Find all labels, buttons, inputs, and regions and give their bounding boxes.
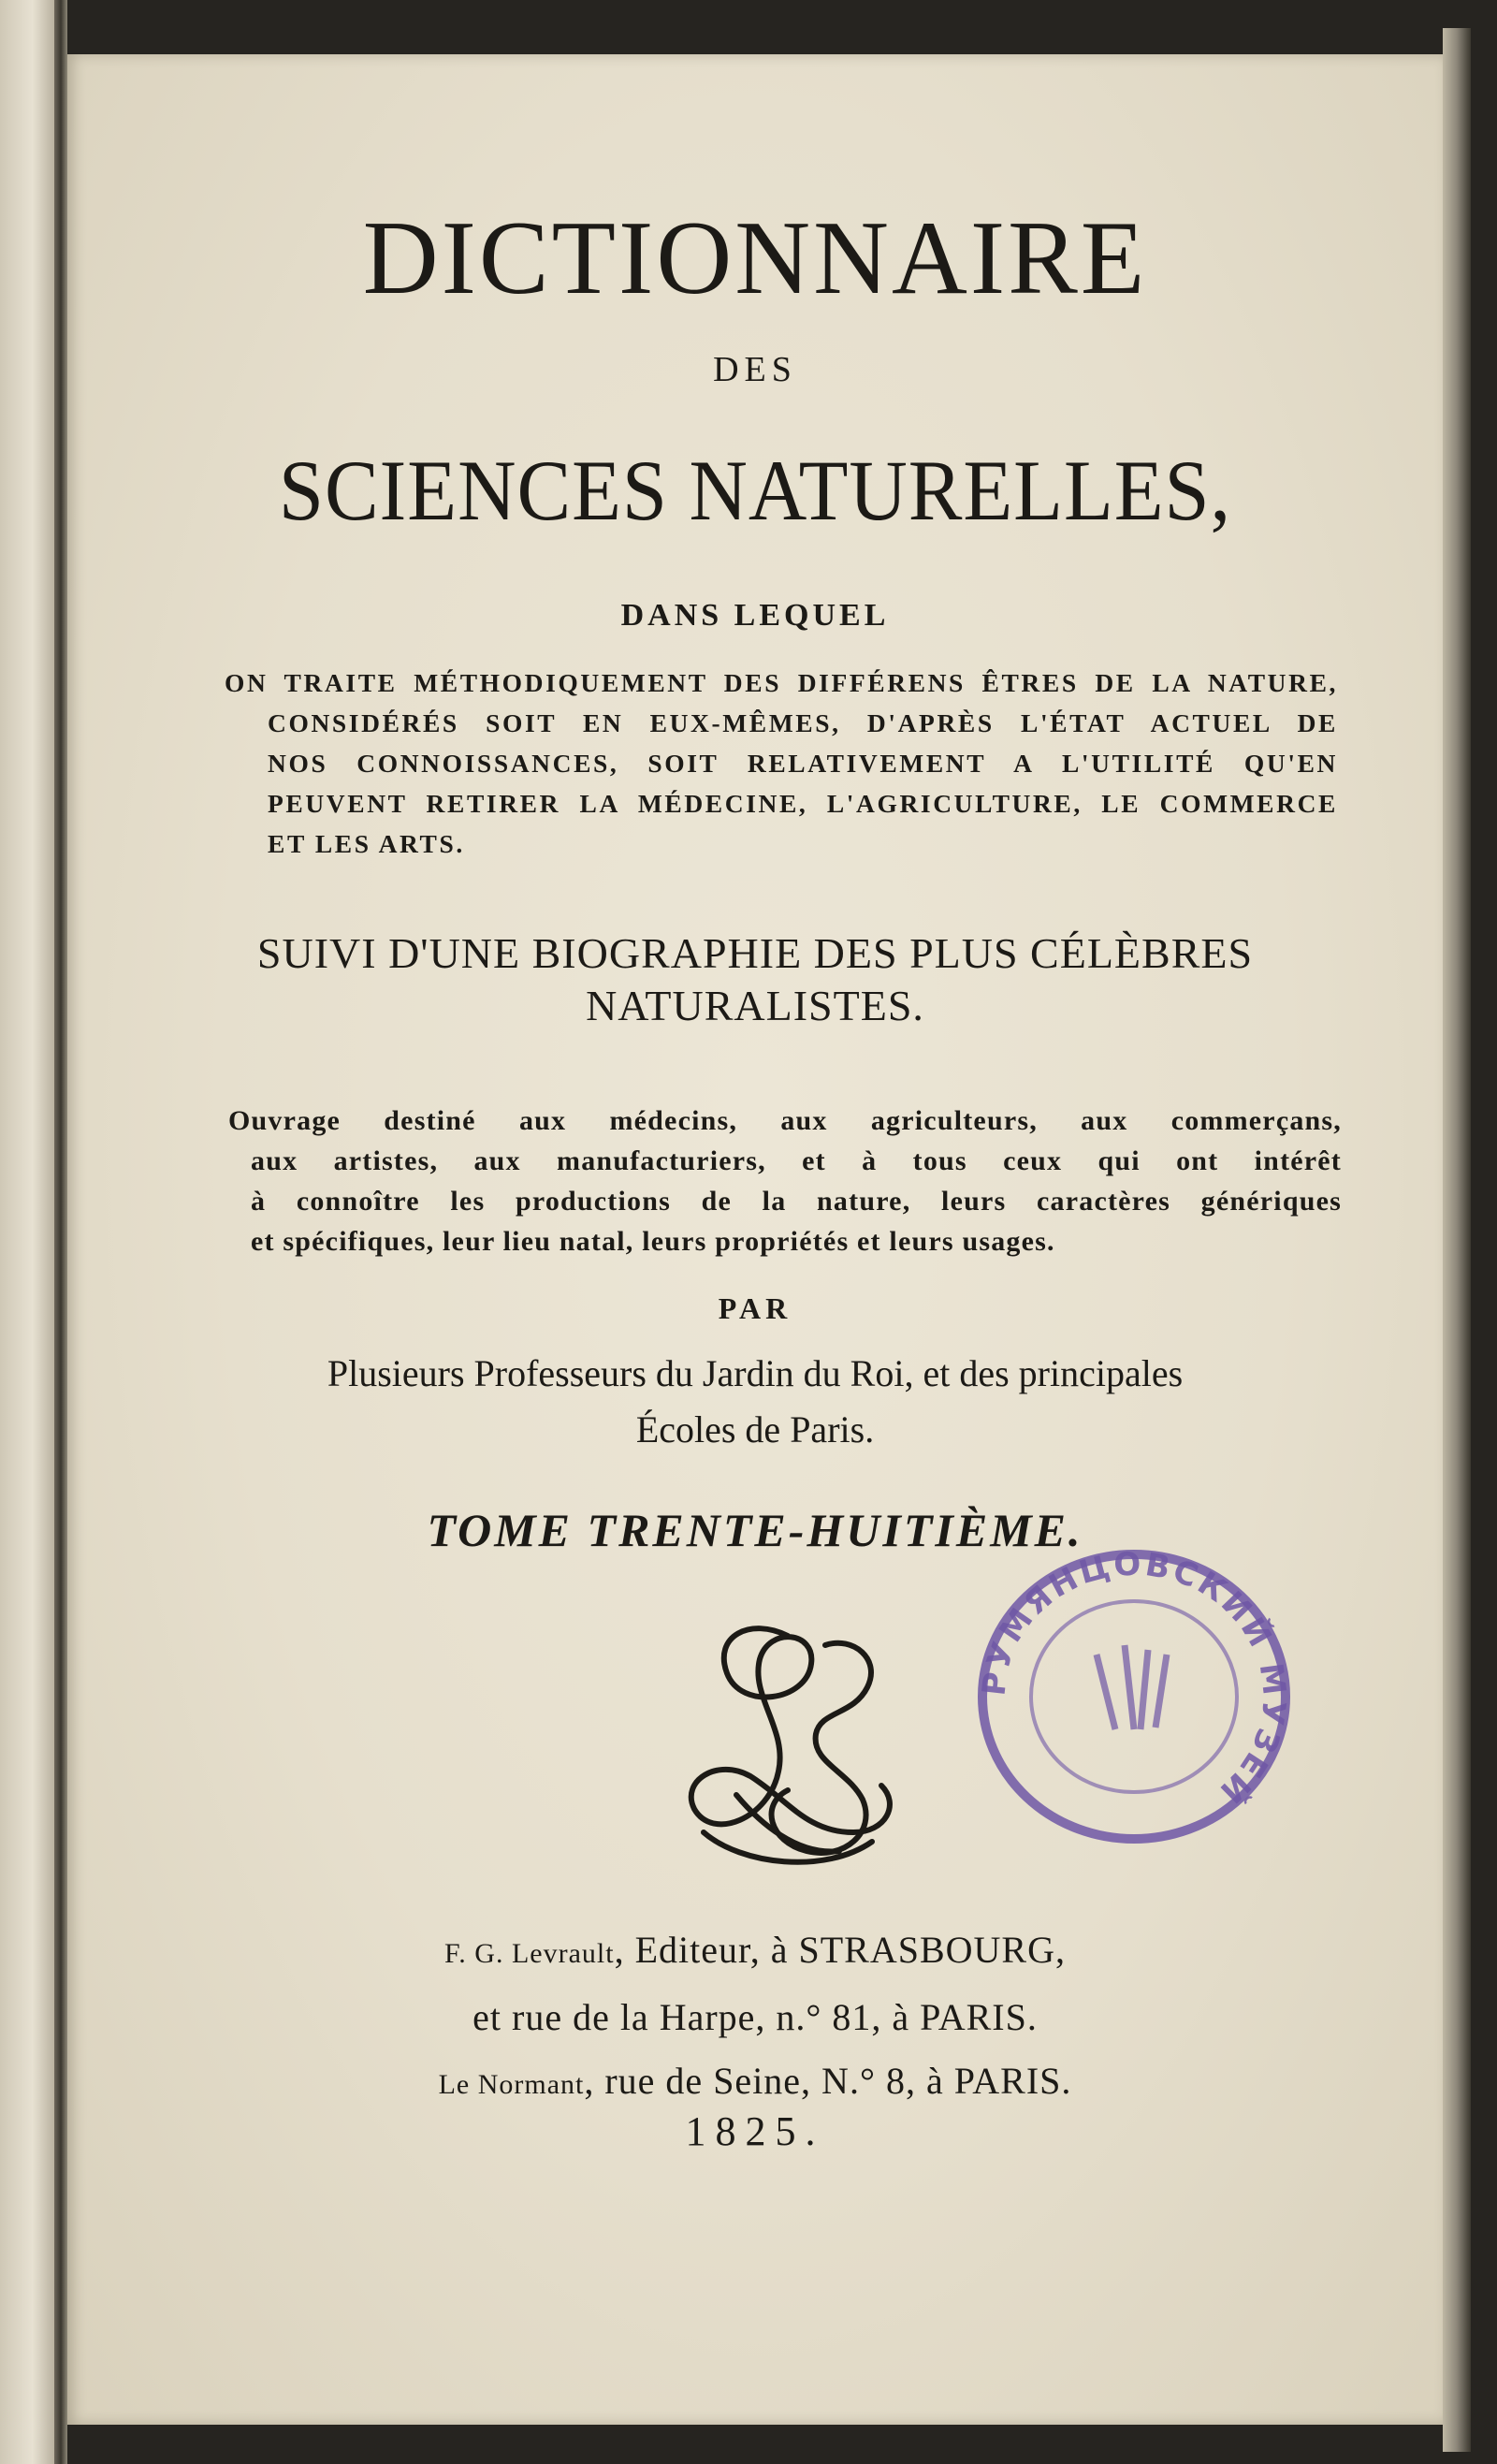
bookseller-name: Le Normant — [438, 2069, 585, 2100]
publication-year: 1825. — [685, 2108, 825, 2154]
ouvrage-line: et spécifiques, leur lieu natal, leurs propriétés et leurs usages. — [251, 1226, 1055, 1257]
par-label: PAR — [718, 1291, 792, 1325]
book-gutter — [54, 0, 67, 2464]
imprint-line-1 — [67, 1918, 1443, 1986]
authors-line: Plusieurs Professeurs du Jardin du Roi, et des principales — [327, 1352, 1184, 1394]
ouvrage-block — [228, 1101, 1342, 1261]
suivi-line: NATURALISTES. — [586, 982, 924, 1029]
title-des: DES — [713, 350, 797, 389]
description-line: ON TRAITE MÉTHODIQUEMENT DES DIFFÉRENS ÊTRES DE LA NATURE, — [225, 668, 1338, 697]
stamp-text: РУМЯНЦОВСКИЙ МУЗЕЙ — [975, 1545, 1294, 1813]
ouvrage-line: aux artistes, aux manufacturiers, et à tous ceux qui ont intérêt — [251, 1145, 1342, 1176]
description-line: NOS CONNOISSANCES, SOIT RELATIVEMENT A L'UTILITÉ QU'EN — [268, 749, 1338, 778]
bookseller-location: , rue de Seine, N.° 8, à PARIS. — [584, 2060, 1072, 2102]
imprint-block — [67, 1918, 1443, 2117]
book-title: DICTIONNAIRE — [362, 200, 1148, 316]
description-line: PEUVENT RETIRER LA MÉDECINE, L'AGRICULTURE, LE COMMERCE — [268, 789, 1338, 818]
publisher-location: , Editeur, à STRASBOURG, — [614, 1929, 1066, 1971]
authors-line: Écoles de Paris. — [635, 1408, 875, 1451]
book-subject: SCIENCES NATURELLES, — [278, 443, 1232, 538]
volume-label: TOME TRENTE-HUITIÈME. — [427, 1504, 1083, 1556]
description-block — [225, 663, 1338, 864]
suivi-line: SUIVI D'UNE BIOGRAPHIE DES PLUS CÉLÈBRES — [256, 929, 1254, 977]
dans-lequel: DANS LEQUEL — [620, 598, 890, 633]
publisher-name: F. G. Levrault — [444, 1938, 615, 1969]
library-stamp — [956, 1524, 1312, 1870]
svg-text:РУМЯНЦОВСКИЙ МУЗЕЙ — [975, 1546, 1293, 1814]
left-page-edge — [0, 0, 54, 2464]
imprint-line-3 — [67, 2049, 1443, 2117]
description-line: ET LES ARTS. — [268, 829, 465, 858]
imprint-line-2: et rue de la Harpe, n.° 81, à PARIS. — [472, 1996, 1038, 2038]
ls-monogram-ornament — [647, 1608, 928, 1879]
ouvrage-line: à connoître les productions de la nature, leurs caractères génériques — [251, 1186, 1342, 1217]
right-page-edge — [1443, 28, 1471, 2452]
description-line: CONSIDÉRÉS SOIT EN EUX-MÊMES, D'APRÈS L'ÉTAT ACTUEL DE — [268, 708, 1338, 737]
suivi-heading — [67, 927, 1443, 1032]
authors-block — [67, 1346, 1443, 1458]
ouvrage-line: Ouvrage destiné aux médecins, aux agriculteurs, aux commerçans, — [228, 1105, 1342, 1136]
